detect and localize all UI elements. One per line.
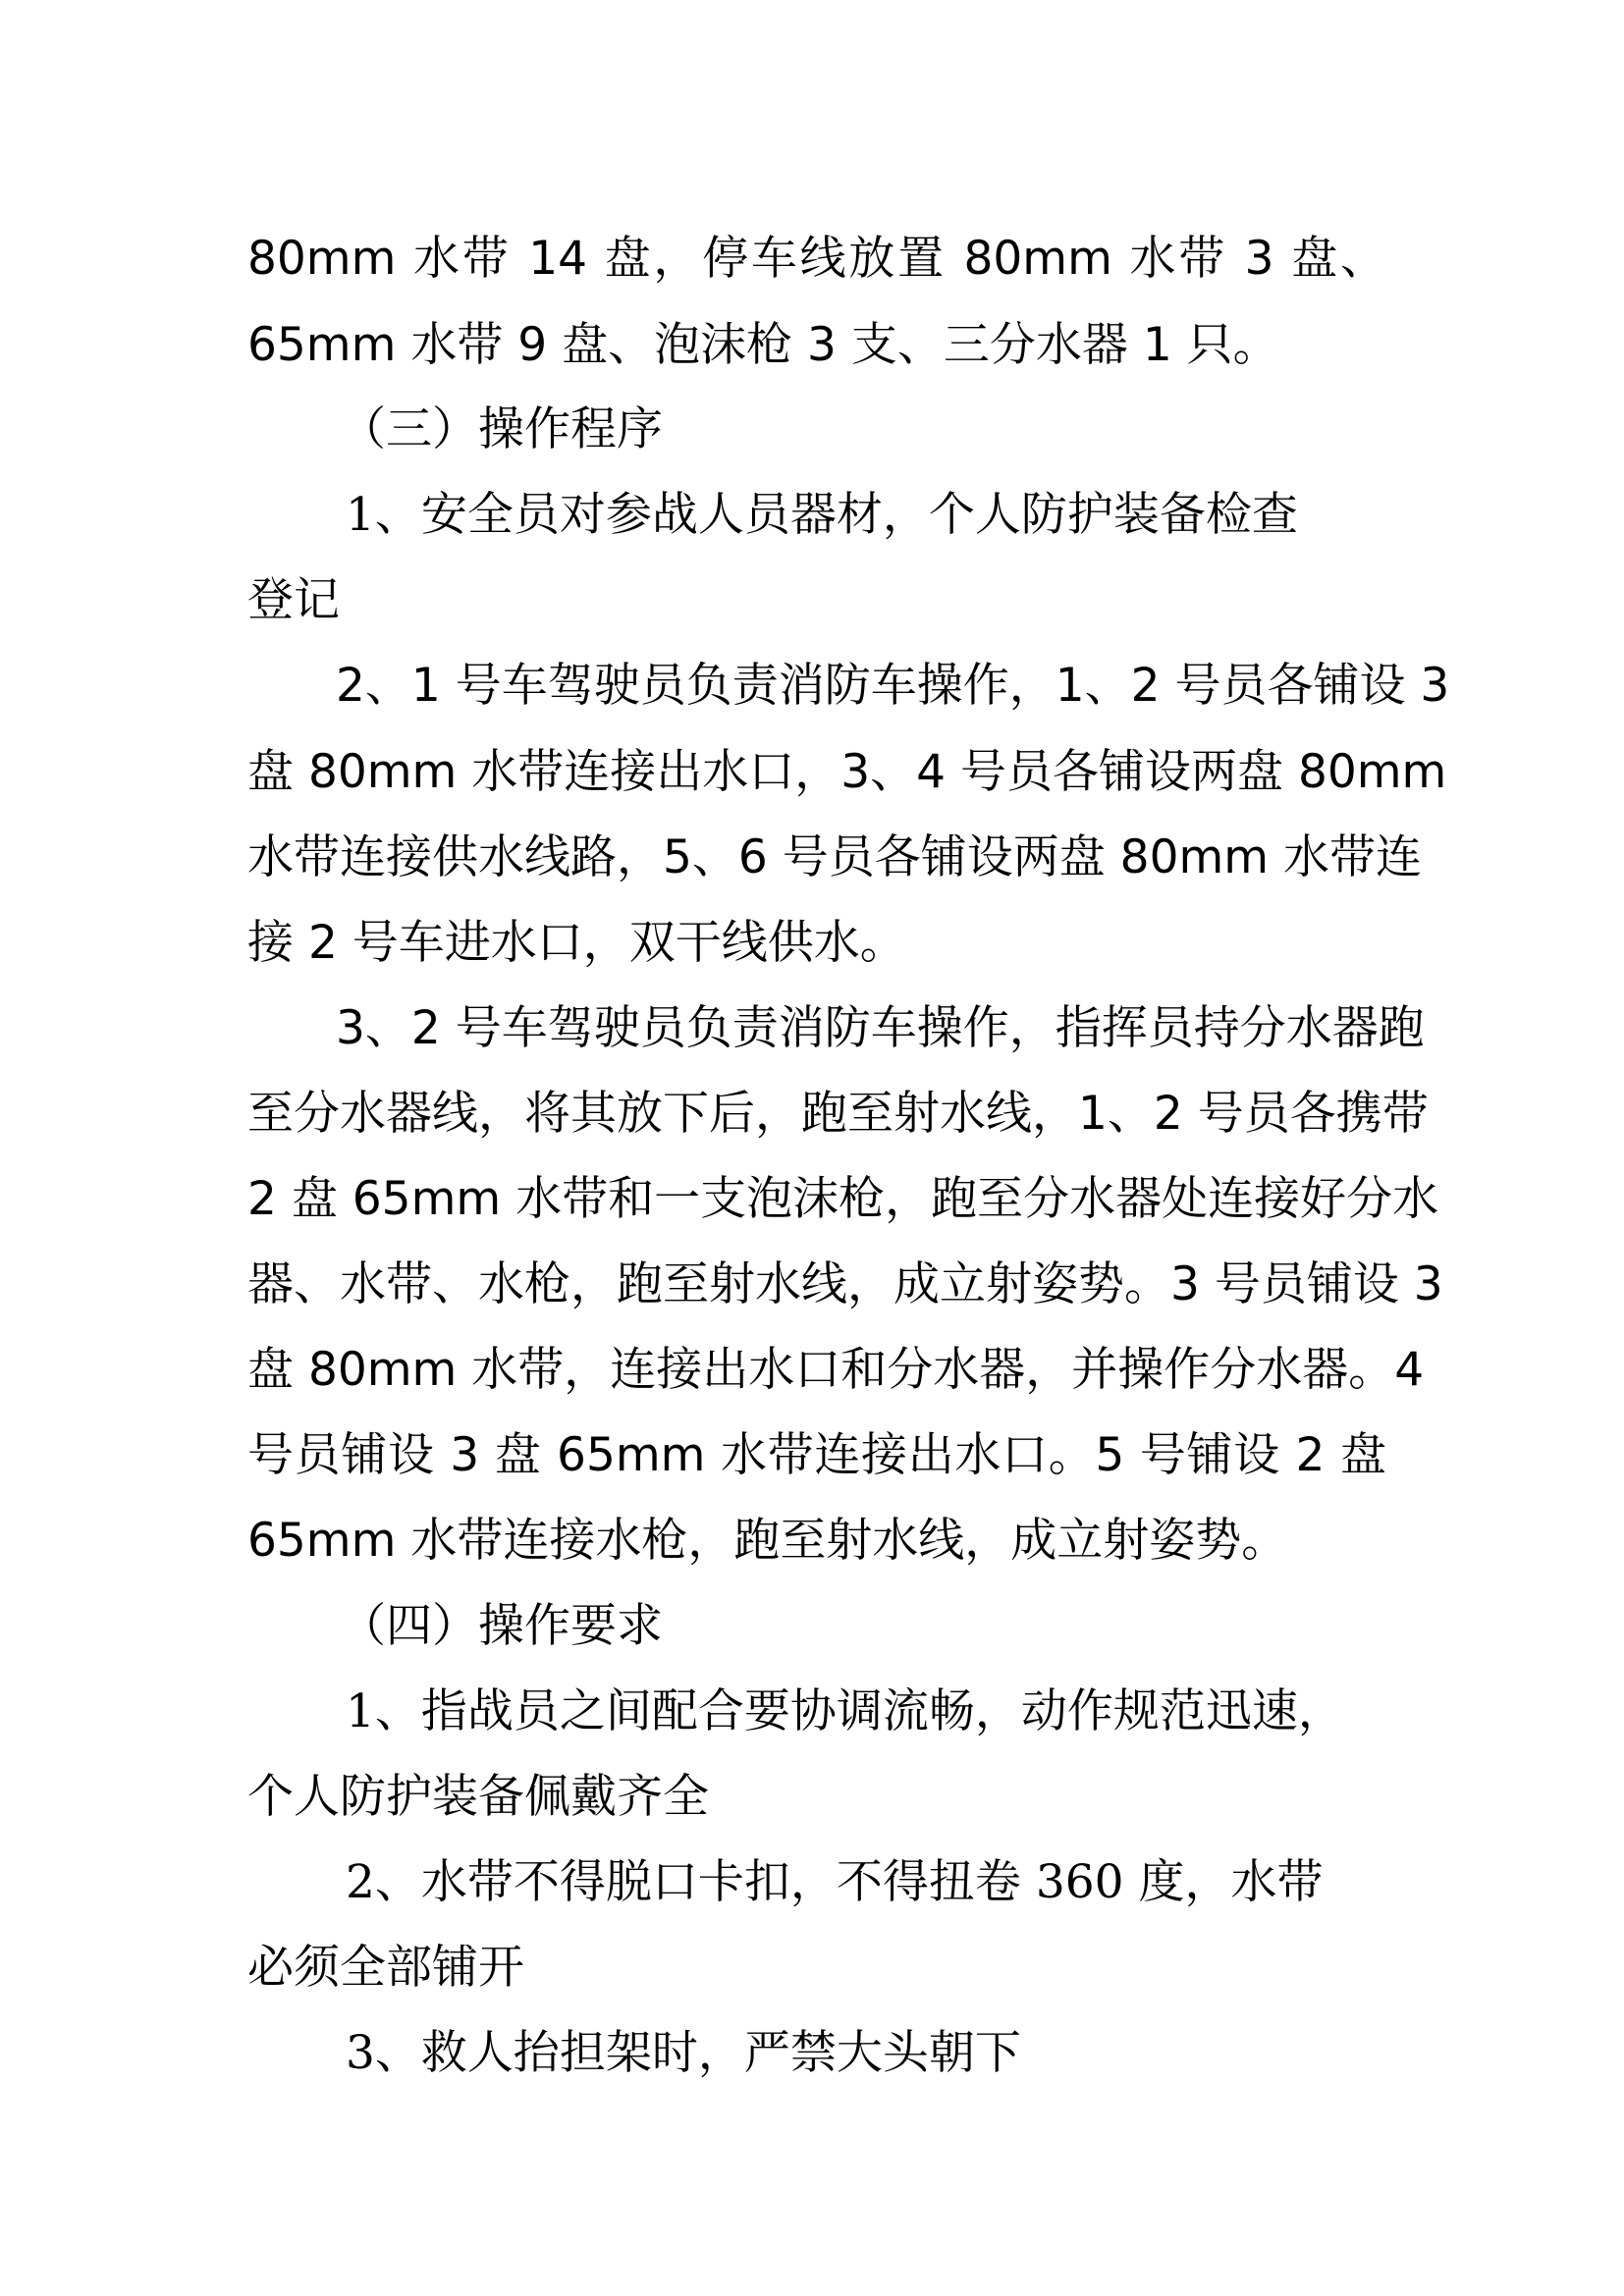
text-line-14: 盘 80mm 水带，连接出水口和分水器，并操作分水器。4	[247, 1343, 1425, 1397]
text-line-22: 3、救人抬担架时，严禁大头朝下	[346, 2026, 1021, 2080]
text-line-4: 1、安全员对参战人员器材，个人防护装备检查	[346, 488, 1298, 542]
text-line-2: 65mm 水带 9 盘、泡沫枪 3 支、三分水器 1 只。	[247, 318, 1279, 372]
text-line-8: 水带连接供水线路，5、6 号员各铺设两盘 80mm 水带连	[247, 830, 1422, 884]
text-line-21: 必须全部铺开	[247, 1941, 524, 1995]
text-line-9: 接 2 号车进水口，双干线供水。	[247, 916, 906, 970]
text-line-19: 个人防护装备佩戴齐全	[247, 1770, 709, 1824]
text-line-13: 器、水带、水枪，跑至射水线，成立射姿势。3 号员铺设 3	[247, 1257, 1443, 1311]
text-line-16: 65mm 水带连接水枪，跑至射水线，成立射姿势。	[247, 1514, 1288, 1568]
text-line-20: 2、水带不得脱口卡扣，不得扭卷 360 度，水带	[346, 1855, 1324, 1909]
text-line-12: 2 盘 65mm 水带和一支泡沫枪，跑至分水器处连接好分水	[247, 1172, 1439, 1226]
section-heading-3: （三）操作程序	[340, 402, 663, 456]
text-line-10: 3、2 号车驾驶员负责消防车操作，指挥员持分水器跑	[336, 1001, 1425, 1055]
text-line-7: 盘 80mm 水带连接出水口，3、4 号员各铺设两盘 80mm	[247, 745, 1447, 799]
text-line-5: 登记	[247, 573, 340, 627]
section-heading-17: （四）操作要求	[340, 1599, 663, 1653]
text-line-11: 至分水器线，将其放下后，跑至射水线，1、2 号员各携带	[247, 1087, 1429, 1141]
text-line-1: 80mm 水带 14 盘，停车线放置 80mm 水带 3 盘、	[247, 232, 1386, 286]
text-line-18: 1、指战员之间配合要协调流畅，动作规范迅速，	[346, 1684, 1344, 1738]
text-line-15: 号员铺设 3 盘 65mm 水带连接出水口。5 号铺设 2 盘	[247, 1428, 1386, 1482]
text-line-6: 2、1 号车驾驶员负责消防车操作，1、2 号员各铺设 3	[336, 659, 1450, 713]
